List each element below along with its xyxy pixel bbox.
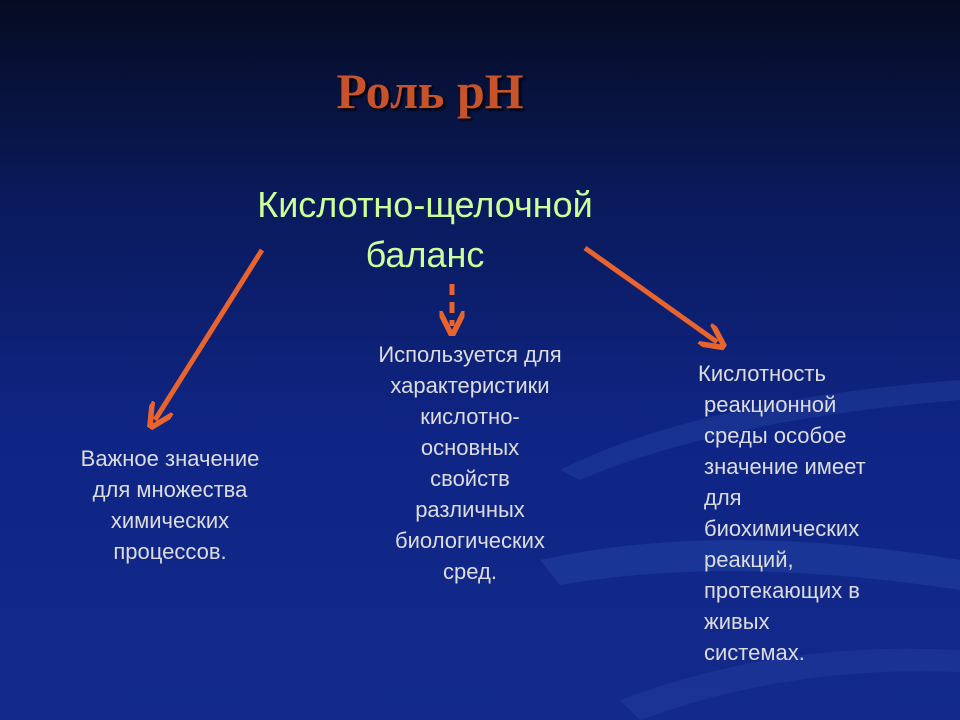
page-title: Роль рН <box>336 63 524 119</box>
text-line: характеристики <box>390 373 550 398</box>
text-line: свойств <box>430 466 510 491</box>
text-line: биологических <box>395 528 545 553</box>
arrow-left <box>155 250 262 420</box>
text-line: Важное значение <box>80 446 260 471</box>
right-text-block <box>690 358 920 668</box>
arrow-right <box>585 248 717 342</box>
text-line: для множества <box>92 477 248 502</box>
text-line: биохимических <box>704 516 860 541</box>
concept-heading-line: Кислотно-щелочной <box>257 184 593 225</box>
text-line: среды особое <box>704 423 847 448</box>
center-text-block <box>330 339 610 587</box>
text-line: различных <box>415 497 525 522</box>
left-text-block <box>40 443 300 567</box>
text-line: значение имеет <box>704 454 866 479</box>
text-line: сред. <box>443 559 497 584</box>
text-line: реакционной <box>704 392 837 417</box>
text-line: кислотно- <box>420 404 520 429</box>
text-line: системах. <box>704 640 805 665</box>
text-line: протекающих в <box>704 578 860 603</box>
text-line: Кислотность <box>698 361 826 386</box>
text-line: Используется для <box>378 342 562 367</box>
text-line: живых <box>704 609 770 634</box>
text-line: реакций, <box>704 547 794 572</box>
text-line: химических <box>110 508 230 533</box>
text-line: основных <box>420 435 520 460</box>
concept-heading-line: баланс <box>365 234 485 275</box>
text-line: для <box>704 485 742 510</box>
text-line: процессов. <box>113 539 227 564</box>
